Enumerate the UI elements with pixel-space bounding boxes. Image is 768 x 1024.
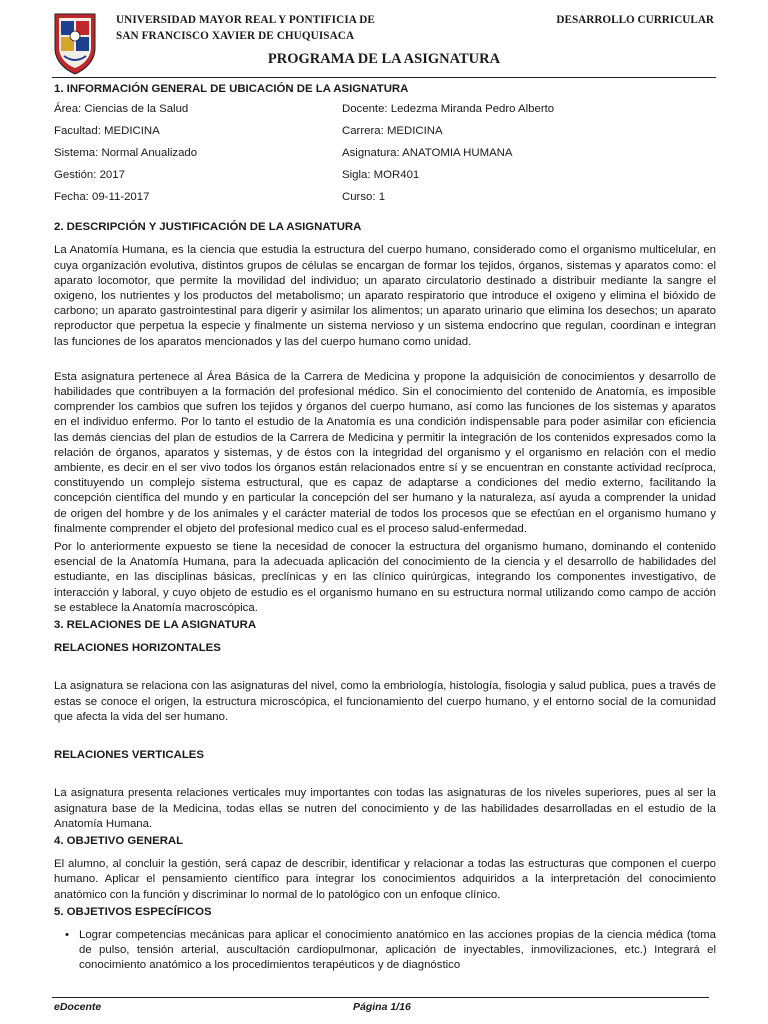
info-carrera: Carrera: MEDICINA	[342, 125, 443, 138]
info-asignatura: Asignatura: ANATOMIA HUMANA	[342, 147, 513, 160]
objetivos-especificos-list	[54, 928, 716, 974]
page-number: Página 1/16	[353, 1001, 411, 1013]
relaciones-verticales-text: La asignatura presenta relaciones verticales muy importantes con todas las asignaturas de los niveles superiores, pues al ser la asignatura base de la Medicina, todas ellas se nutren del conocimiento y de las habilidades desarrolladas en el estudio de la Anatomía Humana.	[54, 787, 716, 830]
section2-heading: 2. DESCRIPCIÓN Y JUSTIFICACIÓN DE LA ASIGNATURA	[54, 221, 362, 234]
info-docente: Docente: Ledezma Miranda Pedro Alberto	[342, 103, 555, 116]
section5-heading: 5. OBJETIVOS ESPECÍFICOS	[54, 905, 212, 918]
section1-heading: 1. INFORMACIÓN GENERAL DE UBICACIÓN DE LA ASIGNATURA	[54, 83, 409, 95]
footer-brand: eDocente	[54, 1001, 102, 1013]
relaciones-horizontales-text: La asignatura se relaciona con las asignaturas del nivel, como la embriología, histología, fisologia y salud publica, pues a través de estas se conoce el origen, la estructura microscópica, el funcionamiento del cuerpo humano, y el entorno social de la comunidad que afecta la vida del ser humano.	[54, 680, 716, 723]
info-sigla: Sigla: MOR401	[342, 169, 420, 182]
section2-paragraph-3: Por lo anteriormente expuesto se tiene la necesidad de conocer la estructura del organismo humano, dominando el contenido esencial de la Anatomía Humana, para la adecuada aplicación del conocimiento de la ciencia y el desarrollo de habilidades del estudiante, en las disciplinas básicas, preclínicas y en las clínico quirúrgicas, integrando los componentes investigativo, de interacción y laboral, y cuyo objeto de estudio es el organismo humano en su estructura normal utilizando como campo de acción se establece la Anatomía macroscópica.	[54, 541, 716, 614]
info-gestion: Gestión: 2017	[54, 169, 125, 182]
info-area: Área: Ciencias de la Salud	[54, 103, 189, 116]
header-rule	[52, 77, 716, 78]
info-facultad: Facultad: MEDICINA	[54, 125, 160, 138]
section2-paragraph-2: Esta asignatura pertenece al Área Básica de la Carrera de Medicina y propone la adquisición de conocimientos y desarrollo de habilidades que contribuyen a la formación del profesional médico. Sin el conocimiento del contenido de Anatomía, es imposible comprender los cambios que sufren los tejidos y órganos del cuerpo humano, así como las funciones de los sistemas y aparatos en el individuo enfermo. Por lo tanto el estudio de la Anatomía es una condición indispensable para poder asimilar con eficiencia las demás ciencias del plan de estudios de la Carrera de Medicina y permitir la integración de los contenidos expresados como la relación de órganos, aparatos y sistemas, y de éstos con la integridad del organismo y el organismo en relación con el medio ambiente, es decir en el ser vivo todos los órganos están relacionados entre sí y se encuentran en constante actividad recíproca, constituyendo un complejo sistema estructural, que es capaz de adaptarse a condiciones del medio externo, facilitando la concepción científica del mundo y en particular la concepción del ser humano y la naturaleza, así ayuda a comprender la unidad de origen del hombre y de los animales y el carácter material de todos los procesos que se efectúan en el organismo humano y finalmente comprender el objeto del profesional medico cual es el proceso salud-enfermedad.	[54, 370, 716, 535]
info-sistema: Sistema: Normal Anualizado	[54, 147, 198, 160]
info-curso: Curso: 1	[342, 191, 386, 204]
info-grid	[54, 102, 716, 212]
section3-heading: 3. RELACIONES DE LA ASIGNATURA	[54, 619, 257, 632]
objetivo-general-text: El alumno, al concluir la gestión, será capaz de describir, identificar y relacionar a todas las estructuras que componen el cuerpo humano. Aplicar el pensamiento científico para integrar los conocimientos adquiridos a la interpretación del conocimiento anatómico con la función y discriminar lo normal de lo patológico con un enfoque clínico.	[54, 858, 716, 901]
list-item: • Lograr competencias mecánicas para aplicar el conocimiento anatómico en las acciones propias de la ciencia médica (toma de pulso, tensión arterial, auscultación cardiopulmonar, aplicación de inyectables, inmovilizaciones, etc.) Integrará el conocimiento anatómico a los procedimientos terapéuticos y de diagnóstico	[54, 928, 716, 974]
relaciones-horizontales-heading: RELACIONES HORIZONTALES	[54, 642, 221, 655]
document-title: PROGRAMA DE LA ASIGNATURA	[267, 51, 501, 67]
university-name-line1: UNIVERSIDAD MAYOR REAL Y PONTIFICIA DE	[116, 14, 375, 26]
footer-rule	[52, 997, 709, 998]
document-body	[54, 82, 716, 974]
info-fecha: Fecha: 09-11-2017	[54, 191, 150, 204]
section2-paragraph-1: La Anatomía Humana, es la ciencia que estudia la estructura del cuerpo humano, considerado como el organismo multicelular, en cuya organización evolutiva, distintos grupos de células se encargan de formar los tejidos, órganos, sistemas y aparatos como: el aparato locomotor, que permite la movilidad del individuo; un aparato circulatorio destinado a distribuir mediante la sangre el oxigeno, los nutrientes y los productos del metabolismo; un aparato respiratorio que introduce el oxigeno y elimina el bióxido de carbono; un aparato gastrointestinal para digerir y asimilar los alimentos; un aparato urinario que elimina los desechos; un aparato reproductor que perpetua la especie y finalmente un sistema nervioso y un sistema endocrino que regulan, coordinan e integran las funciones de los aparatos mencionados y las del cuerpo humano como unidad.	[54, 244, 716, 348]
university-name-line2: SAN FRANCISCO XAVIER DE CHUQUISACA	[116, 30, 355, 42]
department-label: DESARROLLO CURRICULAR	[556, 14, 714, 26]
section4-heading: 4. OBJETIVO GENERAL	[54, 834, 184, 847]
document-header	[0, 0, 768, 80]
relaciones-verticales-heading: RELACIONES VERTICALES	[54, 749, 204, 762]
